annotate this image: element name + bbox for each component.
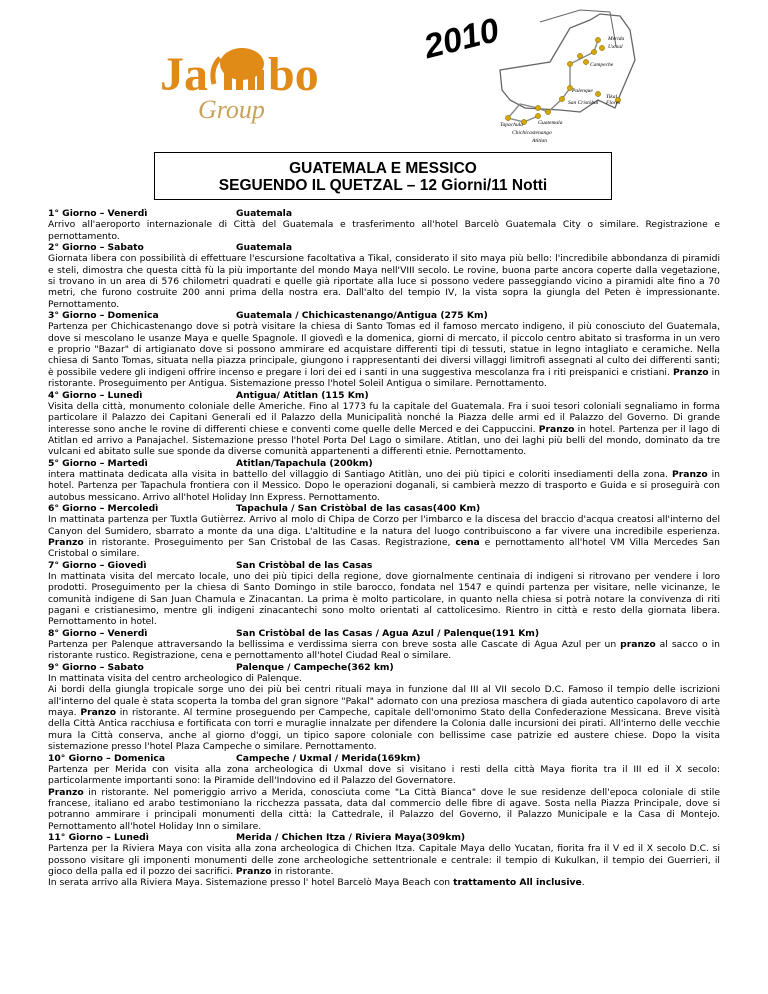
- day-heading: [48, 390, 720, 401]
- highlighted-text: trattamento All inclusive: [453, 877, 582, 889]
- day-route: Antigua/ Atitlan (115 Km): [236, 389, 369, 401]
- paragraph-text: in ristorante. Proseguimento per Antigua. Sistemazione presso l'hotel Soleil Antigua o similare. Pernottamento.: [48, 366, 721, 390]
- paragraph-text: in hotel. Partenza per Tapachula frontiera con il Messico. Dopo le operazioni doganali, si cambierà mezzo di trasporto e Guida e si proseguirà con autobus messicano. Arrivo all'hotel Holiday Inn Express. Pernottamento.: [48, 468, 721, 503]
- map-label-guatemala: Guatemala: [538, 120, 563, 126]
- day-paragraph: [48, 639, 720, 662]
- paragraph-text: Visita della città, monumento coloniale delle Americhe. Fino al 1773 fu la capitale del Guatemala. Fra i suoi tesori coloniali segnaliamo in forma particolare il Palazzo dei Capitani Generali ed il Palazzo della Municipalità nonché la Piazza delle armi ed il Palazzo del Governo. Di grande interesse sono anche le rovine di differenti chiese e conventi come quelle delle Merced e dei Cappuccini.: [48, 400, 720, 435]
- highlighted-text: Pranzo: [672, 366, 709, 378]
- highlighted-text: Pranzo: [235, 865, 272, 877]
- day-description: [48, 253, 720, 310]
- paragraph-text: In mattinata visita del mercato locale, uno dei più tipici della regione, dove giornalmente centinaia di indigeni si ritrovano per vendere i loro prodotti. Proseguimento per la chiesa di Santo Domingo in stile barocco, fondata nel 1547 e quindi partenza per visitare, nelle vicinanze, le comunità indigene di San Juan Chamula e Zinacantan. La prima è molto particolare, in quanto nella chiesa si potrà notare la convivenza di riti pagani e cristianesimo, mentre gli indigeni zinacantechi sono molto orientati al cattolicesimo. Rientro in città e resto della giornata libera. Pernottamento in hotel.: [48, 571, 720, 628]
- elephant-icon: [213, 48, 264, 90]
- map-label-merida: Merida: [608, 36, 625, 42]
- day-description: [48, 673, 720, 752]
- paragraph-text: Partenza per Merida con visita alla zona archeologica di Uxmal dove si visitano i resti della città Maya fiorita tra il III ed il X secolo: particolarmente importanti sono: la Piramide dell'Indovino ed il Palazzo del Governatore.: [48, 763, 720, 787]
- highlighted-text: Pranzo: [538, 423, 575, 435]
- day-route: Tapachula / San Cristòbal de las casas(400 Km): [236, 502, 481, 514]
- map-label-palenque: Palenque: [572, 88, 593, 94]
- highlighted-text: cena: [455, 536, 480, 548]
- day-paragraph: [48, 764, 720, 787]
- day-paragraph: [48, 684, 720, 752]
- paragraph-text: Ai bordi della giungla tropicale sorge uno dei più bei centri rituali maya in funzione dal III al VII secolo D.C. Famoso il tempio delle iscrizioni all'interno del quale è stata scoperta la tomba del gran signore "Pakal" adornato con una preziosa maschera di giada autentico capolavoro di arte maya.: [48, 684, 720, 719]
- map-label-tapachula: Tapachula: [500, 122, 524, 128]
- day-route: San Cristòbal de las Casas / Agua Azul / Palenque(191 Km): [236, 627, 540, 639]
- day-route: Merida / Chichen Itza / Riviera Maya(309km): [236, 831, 466, 843]
- day-route: Palenque / Campeche(362 km): [236, 661, 394, 673]
- map-label-campeche: Campeche: [590, 62, 614, 68]
- day-description: [48, 469, 720, 503]
- day-label: 9° Giorno – Sabato: [48, 661, 144, 673]
- day-heading: [48, 310, 720, 321]
- day-heading: [48, 503, 720, 514]
- day-route: Guatemala: [236, 242, 293, 254]
- highlighted-text: pranzo: [620, 639, 656, 651]
- day-label: 4° Giorno – Lunedì: [48, 389, 143, 401]
- day-section: [48, 503, 720, 560]
- route-map: [420, 0, 768, 150]
- highlighted-text: Pranzo: [48, 786, 84, 798]
- day-paragraph: [48, 253, 720, 310]
- day-label: 1° Giorno – Venerdì: [48, 208, 148, 219]
- day-heading: [48, 832, 720, 843]
- day-route: Atitlan/Tapachula (200km): [236, 457, 373, 469]
- paragraph-text: in ristorante. Al termine proseguendo per Campeche, capitale dell'omonimo Stato della Confederazione Messicana. Breve visità della Città Antica racchiusa e fortificata con torri e muraglie innalzate per difendere la Colonia dalle incursioni dei pirati. All'interno delle vecchie mura la Città conserva, anche al giorno d'oggi, un tipico sapore coloniale con bellissime case patrizie ed austere chiese. Dopo la visita sistemazione presso l'hotel Plaza Campeche o similare. Pernottamento.: [48, 707, 720, 753]
- day-section: [48, 662, 720, 753]
- paragraph-text: intera mattinata dedicata alla visita in battello del villaggio di Santiago Atitlàn, uno dei più tipici e coloriti insediamenti della zona.: [48, 468, 673, 480]
- paragraph-text: Partenza per la Riviera Maya con visita alla zona archeologica di Chichen Itza. Capitale Maya dello Yucatan, fiorita fra il V ed il X secolo D.C. si possono visitare gli imponenti monumenti delle zone archeologiche settentrionale e centrale: il tempio di Kukulkan, il tempio dei Guerrieri, il gioco della palla ed il pozzo dei sacrifici.: [48, 843, 720, 877]
- day-section: [48, 310, 720, 389]
- day-paragraph: [48, 571, 720, 628]
- paragraph-text: In mattinata partenza per Tuxtla Gutièrrez. Arrivo al molo di Chipa de Corzo per l'imbarco e la discesa del braccio d'acqua creatosi all'interno del Canyon del Sumidero, sbarrato a monte da una diga. L'altitudine e la natura del luogo contribuiscono a far vivere una incredibile esperienza.: [48, 514, 720, 537]
- day-heading: [48, 208, 720, 219]
- title-line-2: SEGUENDO IL QUETZAL – 12 Giorni/11 Notti: [218, 177, 548, 194]
- paragraph-text: Giornata libera con possibilità di effettuare l'escursione facoltativa a Tikal, considerato il sito maya più bello: l'incredibile abbondanza di piramidi e steli, dimostra che questa città fù la più importante del mondo Maya nell'VIII secolo. Le rovine, buona parte ancora coperte dalla vegetazione, si trovano in un area di 576 chilometri quadrati e quelle già riportate alla luce si possono vedere passeggiando vicino a piramidi alte fino a 70 metri, che furono costruite 200 anni prima della nostra era. Dall'alto del tempio IV, la vista sopra la giungla del Peten è impressionante. Pernottamento.: [48, 253, 720, 310]
- day-heading: [48, 560, 720, 571]
- logo-text-bo: bo: [268, 48, 319, 101]
- day-section: [48, 753, 720, 832]
- day-label: 7° Giorno – Giovedì: [48, 559, 147, 571]
- day-paragraph: [48, 321, 720, 389]
- day-label: 6° Giorno – Mercoledì: [48, 502, 159, 514]
- day-label: 3° Giorno – Domenica: [48, 310, 159, 322]
- day-paragraph: [48, 469, 720, 503]
- map-label-tikal: Tikal: [606, 94, 618, 100]
- highlighted-text: Pranzo: [80, 707, 117, 719]
- map-year: 2010: [420, 11, 503, 67]
- map-label-san-cristobal: San Cristòbal: [568, 100, 599, 106]
- highlighted-text: Pranzo: [48, 536, 84, 548]
- paragraph-text: In mattinata visita del centro archeologico di Palenque.: [48, 673, 302, 685]
- day-heading: [48, 628, 720, 639]
- day-section: [48, 832, 720, 889]
- day-paragraph: [48, 877, 720, 888]
- day-section: [48, 560, 720, 628]
- paragraph-text: .: [581, 877, 585, 889]
- logo-sub-text: Group: [198, 95, 265, 124]
- highlighted-text: Pranzo: [672, 468, 708, 480]
- day-heading: [48, 662, 720, 673]
- day-description: [48, 843, 720, 888]
- day-paragraph: [48, 219, 720, 242]
- paragraph-text: in ristorante.: [271, 865, 334, 877]
- day-heading: [48, 753, 720, 764]
- logo-text-ja: Ja: [160, 48, 208, 101]
- day-label: 5° Giorno – Martedì: [48, 457, 148, 469]
- day-description: [48, 219, 720, 242]
- paragraph-text: al sacco o in ristorante rustico. Registrazione, cena e pernottamento all'hotel Ciudad Real o similare.: [48, 639, 720, 662]
- jambo-group-logo: [140, 18, 340, 128]
- day-route: Guatemala / Chichicastenango/Antigua (275 Km): [236, 310, 488, 322]
- day-section: [48, 208, 720, 242]
- day-paragraph: [48, 787, 720, 832]
- day-description: [48, 321, 720, 389]
- map-label-chichicastenango: Chichicastenango: [512, 130, 552, 136]
- itinerary: [48, 208, 720, 889]
- paragraph-text: e pernottamento all'hotel VM Villa Mercedes San Cristobal o similare.: [48, 536, 720, 560]
- paragraph-text: Arrivo all'aeroporto internazionale di Città del Guatemala e trasferimento all'hotel Barcelò Guatemala City o similare. Registrazione e pernottamento.: [48, 219, 720, 242]
- day-description: [48, 401, 720, 458]
- day-paragraph: [48, 401, 720, 458]
- day-paragraph: [48, 514, 720, 559]
- map-label-atitlan: Atitlan: [532, 138, 547, 144]
- day-heading: [48, 242, 720, 253]
- paragraph-text: In serata arrivo alla Riviera Maya. Sistemazione presso l' hotel Barcelò Maya Beach con: [48, 877, 454, 889]
- day-label: 10° Giorno – Domenica: [48, 752, 166, 764]
- title-box: [154, 152, 612, 200]
- day-section: [48, 242, 720, 310]
- day-paragraph: [48, 673, 720, 684]
- map-label-flores: Flores: [606, 100, 621, 106]
- day-route: Campeche / Uxmal / Merida(169km): [236, 752, 421, 764]
- paragraph-text: in ristorante. Nel pomeriggio arrivo a Merida, conosciuta come "La Città Bianca" dove le sue residenze dell'epoca coloniale di stile francese, italiano ed arabo testimoniano la ricchezza passata, data dal commercio delle fibre di agave. Sosta nella Piazza Principale, dove si potranno ammirare i principali monumenti della città: la Cattedrale, il Palazzo del Governo, il Palazzo Municipale e la Casa di Montejo. Pernottamento all'hotel Holiday Inn o similare.: [48, 786, 720, 832]
- day-section: [48, 390, 720, 458]
- title-line-1: GUATEMALA E MESSICO: [289, 160, 477, 177]
- day-section: [48, 628, 720, 662]
- paragraph-text: in hotel. Partenza per il lago di Atitlan ed arrivo a Panajachel. Sistemazione presso l'hotel Porta Del Lago o similare. Atitlan, uno dei laghi più belli del mondo, dominato da tre vulcani ed abitato sulle sue sponde da diverse comunità appartenenti a differenti etnie. Pernottamento.: [48, 423, 720, 458]
- day-label: 8° Giorno – Venerdì: [48, 627, 148, 639]
- day-description: [48, 571, 720, 628]
- day-route: San Cristòbal de las Casas: [236, 559, 373, 571]
- day-label: 11° Giorno – Lunedì: [48, 831, 149, 843]
- day-label: 2° Giorno – Sabato: [48, 242, 144, 254]
- map-label-uxmal: Uxmal: [608, 44, 623, 50]
- day-paragraph: [48, 843, 720, 877]
- day-description: [48, 514, 720, 559]
- day-section: [48, 458, 720, 503]
- day-route: Guatemala: [236, 208, 293, 219]
- day-description: [48, 639, 720, 662]
- paragraph-text: in ristorante. Proseguimento per San Cristobal de las Casas. Registrazione,: [83, 536, 456, 548]
- day-heading: [48, 458, 720, 469]
- paragraph-text: Partenza per Chichicastenango dove si potrà visitare la chiesa di Santo Tomas ed il famoso mercato indigeno, il più conosciuto del Guatemala, dove si mescolano le usanze Maya e quelle Spagnole. Il giovedì e la domenica, giorni di mercato, il piccolo centro abitato si trasforma in un vero e proprio "Bazar" di artigianato dove si possono ammirare ed acquistare differenti tipi di tessuti, statue in legno intagliato e ceramiche. Nella chiesa di Santo Tomas, situata nella piazza principale, giungono i rappresentanti dei diversi villaggi limitrofi assegnati al culto dei differenti santi; è possibile vedere gli indigeni offrire incenso e pregare i lori dei ed i santi in una suggestiva mescolanza fra i riti preispanici e cristiani.: [48, 321, 720, 378]
- day-description: [48, 764, 720, 832]
- paragraph-text: Partenza per Palenque attraversando la bellissima e verdissima sierra con breve sosta alle Cascate di Agua Azul per un: [48, 639, 621, 651]
